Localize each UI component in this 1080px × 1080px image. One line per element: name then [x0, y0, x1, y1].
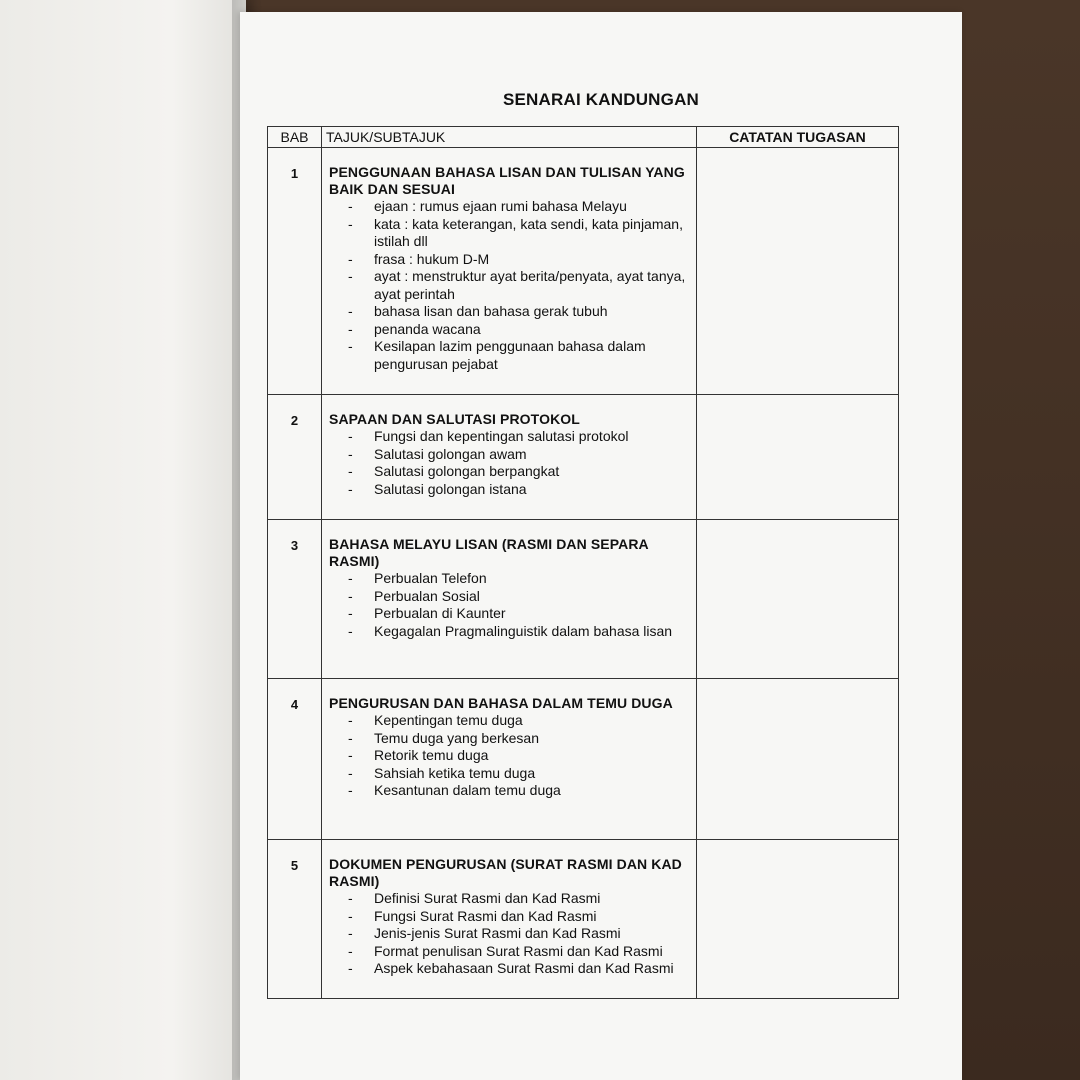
- table-header-row: [268, 127, 898, 147]
- list-item: - Perbualan Sosial: [348, 587, 480, 604]
- topic-cell: [322, 679, 697, 839]
- list-item: - Fungsi Surat Rasmi dan Kad Rasmi: [348, 907, 597, 924]
- notes-cell: [697, 840, 898, 998]
- header-notes: CATATAN TUGASAN: [729, 129, 866, 145]
- list-item: - Salutasi golongan awam: [348, 445, 527, 462]
- section-title: PENGGUNAAN BAHASA LISAN DAN TULISAN YANG BAIK DAN SESUAI: [329, 164, 685, 197]
- list-item: - Aspek kebahasaan Surat Rasmi dan Kad Rasmi: [348, 960, 674, 976]
- list-item: - Temu duga yang berkesan: [348, 729, 539, 746]
- subtopic-list: [322, 428, 696, 498]
- bab-number: 4: [290, 697, 299, 712]
- list-item: - Salutasi golongan istana: [348, 480, 527, 497]
- list-item: - Salutasi golongan berpangkat: [348, 463, 560, 479]
- notes-cell: [697, 395, 898, 519]
- table-row: [268, 839, 898, 998]
- list-item: - frasa : hukum D-M: [348, 250, 490, 267]
- list-item: - penanda wacana: [348, 320, 481, 337]
- table-row: [268, 678, 898, 839]
- list-item: - Kesilapan lazim penggunaan bahasa dalam pengurusan pejabat: [348, 338, 646, 372]
- list-item: - Perbualan di Kaunter: [348, 605, 506, 621]
- section-title: SAPAAN DAN SALUTASI PROTOKOL: [329, 411, 580, 427]
- subtopic-list: [322, 712, 696, 800]
- section-title: PENGURUSAN DAN BAHASA DALAM TEMU DUGA: [329, 695, 673, 711]
- bab-cell: [268, 148, 322, 394]
- topic-cell: [322, 840, 697, 998]
- subtopic-list: [322, 890, 696, 978]
- list-item: - Fungsi dan kepentingan salutasi protokol: [348, 428, 629, 444]
- table-row: [268, 394, 898, 519]
- toc-table: [267, 126, 899, 999]
- bab-number: 3: [290, 538, 299, 553]
- topic-cell: [322, 395, 697, 519]
- page-title: SENARAI KANDUNGAN: [502, 90, 700, 109]
- list-item: - bahasa lisan dan bahasa gerak tubuh: [348, 303, 608, 319]
- notes-cell: [697, 520, 898, 678]
- topic-cell: [322, 148, 697, 394]
- subtopic-list: [322, 198, 696, 373]
- header-bab: BAB: [268, 127, 322, 147]
- bab-cell: [268, 840, 322, 998]
- list-item: - Kesantunan dalam temu duga: [348, 782, 561, 798]
- bab-cell: [268, 395, 322, 519]
- list-item: - Definisi Surat Rasmi dan Kad Rasmi: [348, 890, 601, 906]
- header-topic: TAJUK/SUBTAJUK: [322, 127, 697, 147]
- topic-cell: [322, 520, 697, 678]
- list-item: - Jenis-jenis Surat Rasmi dan Kad Rasmi: [348, 925, 621, 941]
- list-item: - Format penulisan Surat Rasmi dan Kad Rasmi: [348, 942, 663, 959]
- list-item: - ayat : menstruktur ayat berita/penyata, ayat tanya, ayat perintah: [348, 268, 686, 302]
- list-item: - Kepentingan temu duga: [348, 712, 523, 728]
- notes-cell: [697, 148, 898, 394]
- list-item: - Retorik temu duga: [348, 747, 489, 763]
- document-page: [240, 12, 962, 1080]
- bab-number: 1: [290, 166, 299, 181]
- list-item: - Sahsiah ketika temu duga: [348, 764, 536, 781]
- left-page: [0, 0, 246, 1080]
- bab-number: 2: [290, 413, 299, 428]
- notes-cell: [697, 679, 898, 839]
- table-row: [268, 519, 898, 678]
- bab-cell: [268, 520, 322, 678]
- bab-number: 5: [290, 858, 299, 873]
- table-row: [268, 147, 898, 394]
- list-item: - kata : kata keterangan, kata sendi, kata pinjaman, istilah dll: [348, 215, 683, 249]
- list-item: - Perbualan Telefon: [348, 570, 487, 586]
- bab-cell: [268, 679, 322, 839]
- subtopic-list: [322, 570, 696, 640]
- list-item: - Kegagalan Pragmalinguistik dalam bahasa lisan: [348, 622, 673, 639]
- section-title: BAHASA MELAYU LISAN (RASMI DAN SEPARA RASMI): [329, 536, 649, 569]
- list-item: - ejaan : rumus ejaan rumi bahasa Melayu: [348, 198, 627, 214]
- section-title: DOKUMEN PENGURUSAN (SURAT RASMI DAN KAD RASMI): [329, 856, 682, 889]
